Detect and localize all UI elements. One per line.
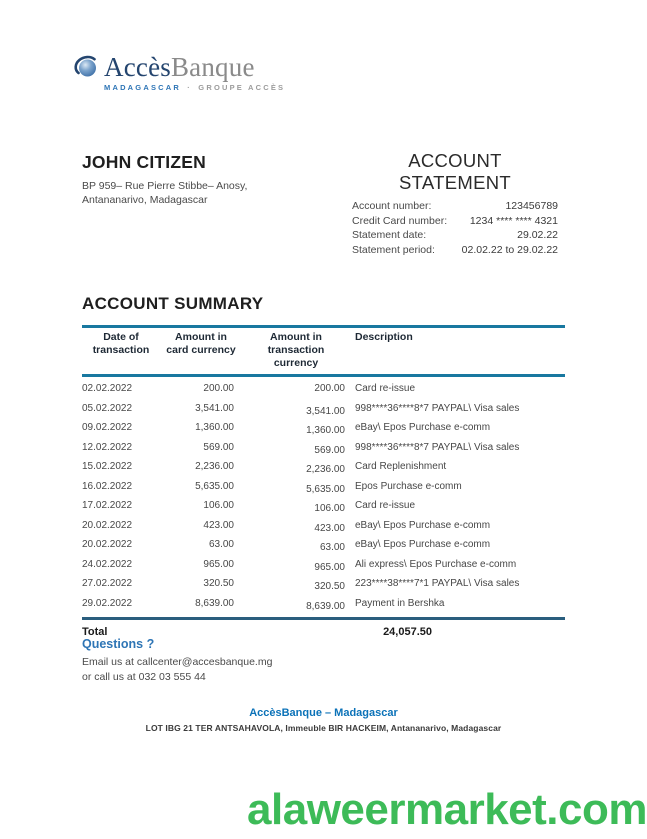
amount-transaction-currency: 106.00 — [314, 503, 345, 514]
total-label: Total — [82, 625, 108, 638]
transaction-description: eBay\ Epos Purchase e-comm — [355, 539, 491, 550]
transaction-description: Card re-issue — [355, 500, 416, 511]
transaction-date: 05.02.2022 — [82, 402, 133, 414]
table-header-row — [82, 328, 565, 374]
transaction-date: 09.02.2022 — [82, 422, 133, 433]
table-row — [82, 399, 565, 419]
transaction-description: Epos Purchase e-comm — [355, 480, 462, 492]
column-header-amount-card: Amount in card currency — [166, 331, 236, 356]
amount-transaction-currency: 2,236.00 — [306, 464, 345, 475]
amount-transaction-currency: 8,639.00 — [306, 600, 345, 612]
table-row — [82, 516, 565, 536]
footer-bank-address: LOT IBG 21 TER ANTSAHAVOLA, Immeuble BIR HACKEIM, Antananarivo, Madagascar — [145, 723, 502, 733]
table-row — [82, 594, 565, 614]
amount-card-currency: 1,360.00 — [195, 422, 234, 433]
transaction-description: 998****36****8*7 PAYPAL\ Visa sales — [355, 402, 520, 414]
customer-address-line2: Antananarivo, Madagascar — [82, 194, 208, 206]
amount-transaction-currency: 3,541.00 — [306, 405, 345, 417]
amount-card-currency: 3,541.00 — [195, 402, 234, 414]
amount-card-currency: 63.00 — [208, 539, 234, 550]
transaction-date: 17.02.2022 — [82, 500, 133, 511]
transaction-date: 20.02.2022 — [82, 539, 133, 550]
statement-field-card-number — [352, 214, 558, 229]
amount-card-currency: 8,639.00 — [195, 597, 234, 609]
amount-transaction-currency: 320.50 — [314, 581, 345, 592]
amount-transaction-currency: 965.00 — [314, 561, 345, 573]
column-header-amount-transaction: Amount in transaction currency — [267, 331, 325, 369]
account-number-value: 123456789 — [505, 200, 558, 212]
transaction-date: 27.02.2022 — [82, 578, 133, 589]
field-label: Statement period: — [352, 243, 435, 256]
account-statement-block — [352, 150, 558, 257]
amount-transaction-currency: 63.00 — [319, 542, 345, 553]
bank-name-secondary: Banque — [170, 52, 255, 82]
contact-phone-line: or call us at 032 03 555 44 — [82, 671, 206, 683]
statement-date-value: 29.02.22 — [517, 229, 558, 241]
transaction-description: 223****38****7*1 PAYPAL\ Visa sales — [355, 578, 520, 589]
field-label: Statement date: — [352, 229, 427, 241]
transaction-table-body — [82, 377, 565, 617]
account-summary-title: ACCOUNT SUMMARY — [82, 294, 264, 313]
total-value: 24,057.50 — [383, 625, 432, 638]
amount-card-currency: 106.00 — [203, 500, 234, 511]
transaction-date: 29.02.2022 — [82, 597, 133, 609]
statement-field-date — [352, 228, 558, 243]
transaction-date: 02.02.2022 — [82, 383, 133, 394]
amount-transaction-currency: 423.00 — [314, 522, 345, 534]
card-number-value: 1234 **** **** 4321 — [469, 214, 558, 227]
bank-name-primary: Accès — [104, 52, 171, 82]
table-row — [82, 574, 565, 594]
column-header-description: Description — [355, 331, 413, 343]
logo-group: GROUPE ACCÈS — [198, 83, 286, 92]
total-row — [82, 620, 565, 638]
customer-address-line1: BP 959– Rue Pierre Stibbe– Anosy, — [82, 180, 248, 192]
amount-transaction-currency: 5,635.00 — [306, 483, 345, 495]
transaction-date: 15.02.2022 — [82, 461, 133, 472]
amount-transaction-currency: 200.00 — [314, 383, 345, 394]
transaction-date: 20.02.2022 — [82, 519, 133, 531]
table-row — [82, 555, 565, 575]
transaction-date: 24.02.2022 — [82, 558, 133, 570]
bank-logo-subtitle — [73, 83, 285, 92]
table-row — [82, 438, 565, 458]
customer-name: JOHN CITIZEN — [82, 152, 206, 172]
statement-period-value: 02.02.22 to 29.02.22 — [461, 243, 558, 256]
transaction-description: eBay\ Epos Purchase e-comm — [355, 422, 491, 433]
field-label: Credit Card number: — [352, 214, 448, 227]
account-summary-section — [82, 294, 565, 638]
amount-card-currency: 2,236.00 — [195, 461, 234, 472]
table-row — [82, 535, 565, 555]
transaction-description: Card Replenishment — [355, 461, 447, 472]
amount-card-currency: 965.00 — [203, 558, 234, 570]
amount-card-currency: 423.00 — [203, 519, 234, 531]
site-watermark: alaweermarket.com — [247, 785, 647, 834]
footer-bank-name: AccèsBanque – Madagascar — [249, 707, 398, 719]
table-row — [82, 457, 565, 477]
amount-card-currency: 200.00 — [203, 383, 234, 394]
transaction-description: Payment in Bershka — [355, 597, 445, 609]
table-row — [82, 418, 565, 438]
transaction-description: Ali express\ Epos Purchase e-comm — [355, 558, 517, 570]
table-row — [82, 379, 565, 399]
statement-field-period — [352, 243, 558, 258]
amount-transaction-currency: 569.00 — [314, 444, 345, 456]
field-label: Account number: — [352, 200, 432, 212]
bank-logo — [73, 53, 285, 92]
amount-card-currency: 569.00 — [203, 441, 234, 453]
table-row — [82, 496, 565, 516]
amount-transaction-currency: 1,360.00 — [306, 425, 345, 436]
transaction-description: Card re-issue — [355, 383, 416, 394]
amount-card-currency: 320.50 — [203, 578, 234, 589]
customer-block — [82, 152, 247, 207]
questions-block — [82, 637, 272, 685]
bank-wordmark — [104, 53, 255, 81]
contact-email-line: Email us at callcenter@accesbanque.mg — [82, 656, 273, 668]
statement-field-account-number — [352, 199, 558, 214]
account-statement-title: ACCOUNT STATEMENT — [399, 150, 511, 193]
questions-title: Questions ? — [82, 637, 155, 651]
page-footer — [0, 707, 647, 733]
amount-card-currency: 5,635.00 — [195, 480, 234, 492]
transaction-date: 16.02.2022 — [82, 480, 133, 492]
globe-icon — [73, 53, 101, 81]
logo-country: MADAGASCAR — [104, 83, 181, 92]
table-row — [82, 477, 565, 497]
transaction-description: 998****36****8*7 PAYPAL\ Visa sales — [355, 441, 520, 453]
transaction-description: eBay\ Epos Purchase e-comm — [355, 519, 491, 531]
transaction-date: 12.02.2022 — [82, 441, 133, 453]
logo-separator-dot: · — [187, 83, 192, 92]
column-header-date: Date of transaction — [92, 331, 150, 356]
